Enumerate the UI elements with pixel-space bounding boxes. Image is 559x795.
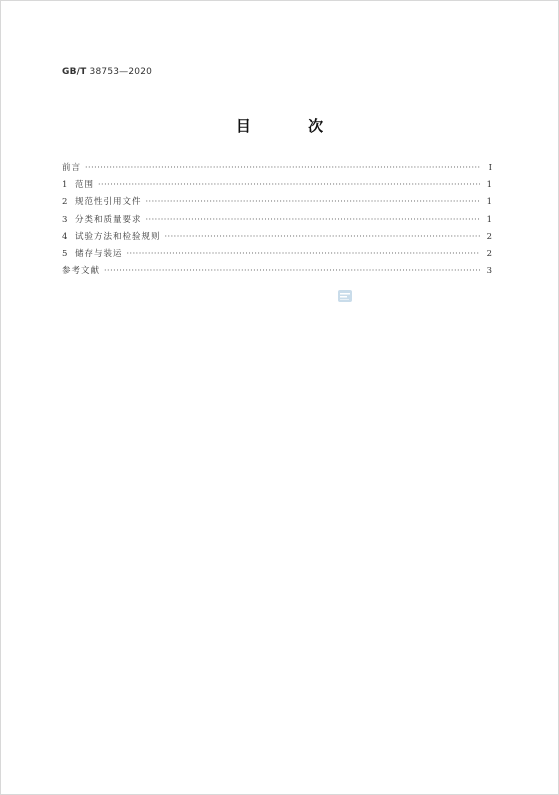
toc-leader-dots — [98, 180, 480, 189]
toc-entry-page: 1 — [486, 214, 492, 225]
toc-title: 目 次 — [235, 117, 350, 135]
toc-entry-page: 2 — [486, 248, 492, 259]
toc-list — [62, 161, 492, 281]
toc-entry-page: 2 — [486, 231, 492, 242]
toc-entry-scope[interactable] — [62, 178, 492, 195]
toc-leader-dots — [104, 266, 480, 275]
toc-leader-dots — [146, 197, 480, 206]
toc-leader-dots — [127, 249, 480, 258]
toc-leader-dots — [146, 215, 480, 224]
toc-entry-label: 试验方法和检验规则 — [75, 231, 161, 242]
toc-entry-storage[interactable] — [62, 247, 492, 264]
toc-entry-number: 2 — [62, 197, 68, 208]
toc-entry-test-methods[interactable] — [62, 230, 492, 247]
toc-entry-number: 5 — [62, 248, 68, 259]
toc-entry-bibliography[interactable] — [62, 264, 492, 281]
toc-entry-classification[interactable] — [62, 213, 492, 230]
toc-entry-number: 3 — [62, 214, 68, 225]
watermark-logo-icon — [338, 290, 352, 302]
toc-entry-label: 前言 — [62, 163, 82, 173]
toc-entry-label: 储存与装运 — [75, 248, 123, 259]
toc-entry-page: 3 — [486, 266, 492, 277]
toc-entry-number: 1 — [62, 180, 68, 191]
toc-leader-dots — [165, 232, 480, 241]
standard-number: 38753—2020 — [89, 67, 153, 77]
standard-prefix: GB/T — [62, 67, 87, 77]
toc-entry-label: 分类和质量要求 — [75, 214, 142, 225]
toc-entry-page: 1 — [486, 180, 492, 191]
toc-entry-label: 范围 — [75, 180, 95, 191]
toc-leader-dots — [85, 163, 480, 172]
toc-entry-number: 4 — [62, 231, 68, 242]
standard-code — [62, 67, 152, 77]
toc-entry-label: 参考文献 — [62, 266, 101, 277]
toc-entry-label: 规范性引用文件 — [75, 197, 142, 208]
toc-entry-page: 1 — [486, 197, 492, 208]
toc-entry-page: Ⅰ — [488, 163, 492, 173]
toc-entry-normative-references[interactable] — [62, 195, 492, 212]
toc-entry-foreword[interactable] — [62, 161, 492, 178]
